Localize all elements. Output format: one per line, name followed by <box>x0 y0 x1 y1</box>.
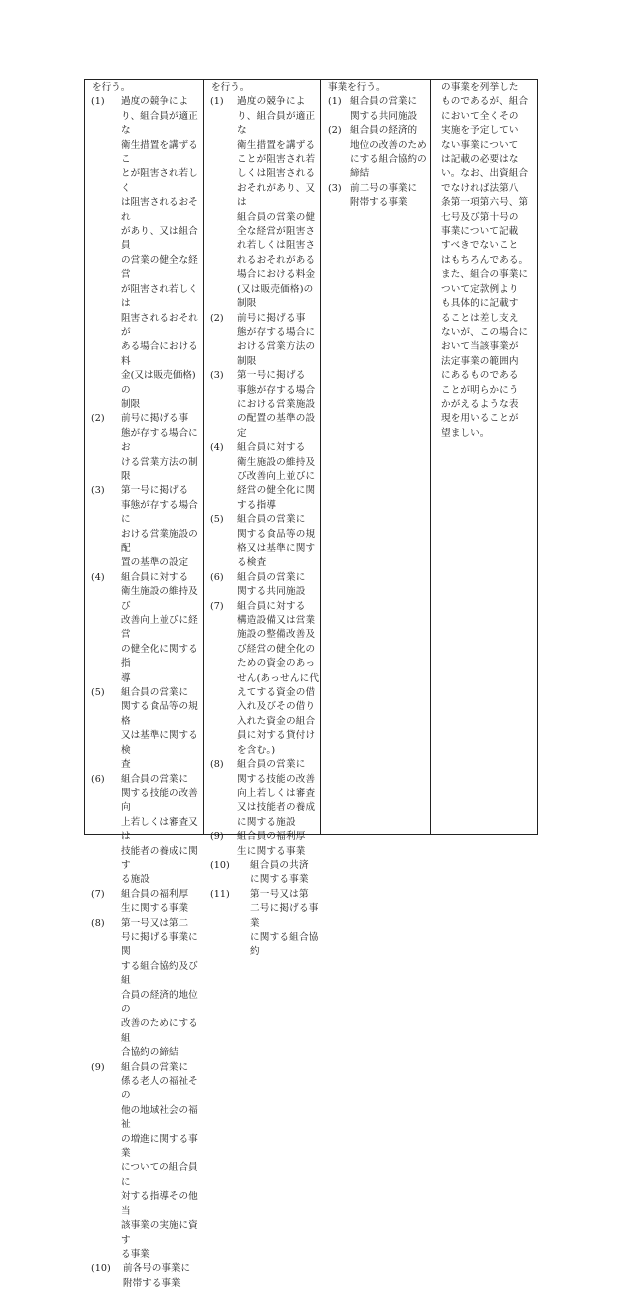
item-number: (5) <box>91 687 105 699</box>
item-number: (6) <box>91 773 105 785</box>
note-text: の事業を列挙した ものであるが、組合 において全くその 実施を予定してい ない事業について は記載の必要はな い。なお、出資組合 でなければ法第八 条第一項第六号、第 七号及び第十号の 事業について記載 すべきでないこと はもちろんである。 また、組合の事業に ついて定款例より も具体的に記載す ることは差し支え ないが、この場合に おいて当該事業が 法定事業の範囲内 にあるものである ことが明らかにう かがえるような表 現を用いることが 望ましい。 <box>441 82 529 439</box>
column-lead: を行う。 <box>92 82 131 93</box>
list-item <box>85 412 203 484</box>
item-number: (7) <box>210 600 224 612</box>
column-lead: 事業を行う。 <box>328 82 386 93</box>
item-text: 過度の競争によ り、組合員が適正な 衛生措置を講ずるこ とが阻害され若しく は阻害されるおそれ があり、又は組合員 の営業の健全な経営 が阻害され若しくは 阻害されるおそれが ある場合における料 金(又は販売価格)の 制限 <box>121 96 198 410</box>
item-number: (1) <box>91 96 105 108</box>
item-number: (10) <box>210 859 230 871</box>
list-item <box>204 888 320 960</box>
list-item <box>321 124 430 182</box>
column-2 <box>203 80 320 958</box>
item-number: (3) <box>91 485 105 497</box>
item-number: (10) <box>91 1263 111 1275</box>
item-text: 第一号又は第 二号に掲げる事業 に関する組合協約 <box>250 888 319 958</box>
list-item <box>85 95 203 412</box>
item-text: 組合員の営業に 関する食品等の規 格又は基準に関す る検査 <box>237 514 316 569</box>
item-number: (8) <box>210 759 224 771</box>
item-number: (3) <box>328 182 342 194</box>
item-text: 第一号に掲げる 事態が存する場合 における営業施設 の配置の基準の設 定 <box>237 370 316 439</box>
list-item <box>85 571 203 686</box>
item-number: (11) <box>210 888 230 900</box>
list-item <box>85 484 203 570</box>
item-text: 前号に掲げる事 態が存する場合にお ける営業方法の制限 <box>121 413 198 482</box>
list-item <box>204 95 320 311</box>
list-item <box>204 830 320 859</box>
item-text: 組合員の共済 に関する事業 <box>250 859 309 886</box>
list-item <box>85 1061 203 1263</box>
column-1 <box>85 80 203 1289</box>
item-number: (5) <box>210 514 224 526</box>
item-number: (2) <box>328 125 342 137</box>
item-number: (7) <box>91 888 105 900</box>
item-number: (2) <box>210 312 224 324</box>
list-item <box>204 571 320 600</box>
item-text: 組合員の営業に 関する技能の改善 向上若しくは審査 又は技能者の養成 に関する施設 <box>237 759 316 828</box>
column-3 <box>320 80 430 834</box>
list-item <box>204 600 320 758</box>
item-text: 組合員の営業に 関する共同施設 <box>350 96 418 122</box>
item-text: 前号に掲げる事 態が存する場合に おける営業方法の 制限 <box>237 312 316 367</box>
list-item <box>204 312 320 370</box>
list-item <box>204 441 320 513</box>
column-lead: を行う。 <box>211 82 250 93</box>
item-text: 組合員に対する 構造設備又は営業 施設の整備改善及 び経営の健全化の ための資金のあっ せん(あっせんに代 えてする資金の借 入れ及びその借り 入れた資金の組合 員に対する貸付け を含む。) <box>237 600 320 756</box>
list-item <box>204 859 320 888</box>
item-text: 前二号の事業に 附帯する事業 <box>350 182 418 209</box>
item-text: 組合員の営業に 関する共同施設 <box>237 571 306 598</box>
item-number: (1) <box>328 96 342 108</box>
item-number: (2) <box>91 413 105 425</box>
list-item <box>321 95 430 124</box>
list-item <box>85 888 203 917</box>
item-number: (3) <box>210 370 224 382</box>
item-text: 前各号の事業に 附帯する事業 <box>123 1263 191 1289</box>
list-item <box>85 686 203 772</box>
list-item <box>204 513 320 571</box>
column-4-notes <box>430 80 537 834</box>
item-text: 組合員に対する 衛生施設の維持及び 改善向上並びに経営 の健全化に関する指 導 <box>121 571 198 684</box>
list-item <box>204 758 320 830</box>
item-number: (8) <box>91 917 105 929</box>
item-number: (9) <box>210 831 224 843</box>
list-item <box>204 369 320 441</box>
item-text: 第一号に掲げる 事態が存する場合に おける営業施設の配 置の基準の設定 <box>121 485 198 569</box>
item-number: (1) <box>210 96 224 108</box>
list-item <box>85 917 203 1061</box>
item-text: 組合員に対する 衛生施設の維持及 び改善向上並びに 経営の健全化に関 する指導 <box>237 442 316 511</box>
provisions-table <box>84 79 538 1289</box>
item-number: (6) <box>210 571 224 583</box>
item-text: 組合員の営業に 関する食品等の規格 又は基準に関する検 査 <box>121 687 198 771</box>
item-text: 組合員の経済的 地位の改善のため にする組合協約の 締結 <box>350 125 427 180</box>
item-text: 組合員の営業に 関する技能の改善向 上若しくは審査又は 技能者の養成に関す る施設 <box>121 773 198 886</box>
item-number: (4) <box>91 571 105 583</box>
list-item <box>321 182 430 211</box>
item-number: (9) <box>91 1061 105 1073</box>
item-text: 組合員の福利厚 生に関する事業 <box>237 831 306 857</box>
item-number: (4) <box>210 442 224 454</box>
item-text: 過度の競争によ り、組合員が適正な 衛生措置を講ずる ことが阻害され若 しくは阻害される おそれがあり、又は 組合員の営業の健 全な経営が阻害さ れ若しくは阻害さ れるおそれがある 場合における料金 (又は販売価格)の 制限 <box>237 96 316 310</box>
item-text: 組合員の営業に 係る老人の福祉その 他の地域社会の福祉 の増進に関する事業 についての組合員に 対する指導その他当 該事業の実施に資す る事業 <box>121 1061 198 1260</box>
list-item <box>85 1262 203 1291</box>
item-text: 第一号又は第二 号に掲げる事業に関 する組合協約及び組 合員の経済的地位の 改善のためにする組 合協約の締結 <box>121 917 198 1059</box>
list-item <box>85 773 203 888</box>
item-text: 組合員の福利厚 生に関する事業 <box>121 888 189 915</box>
